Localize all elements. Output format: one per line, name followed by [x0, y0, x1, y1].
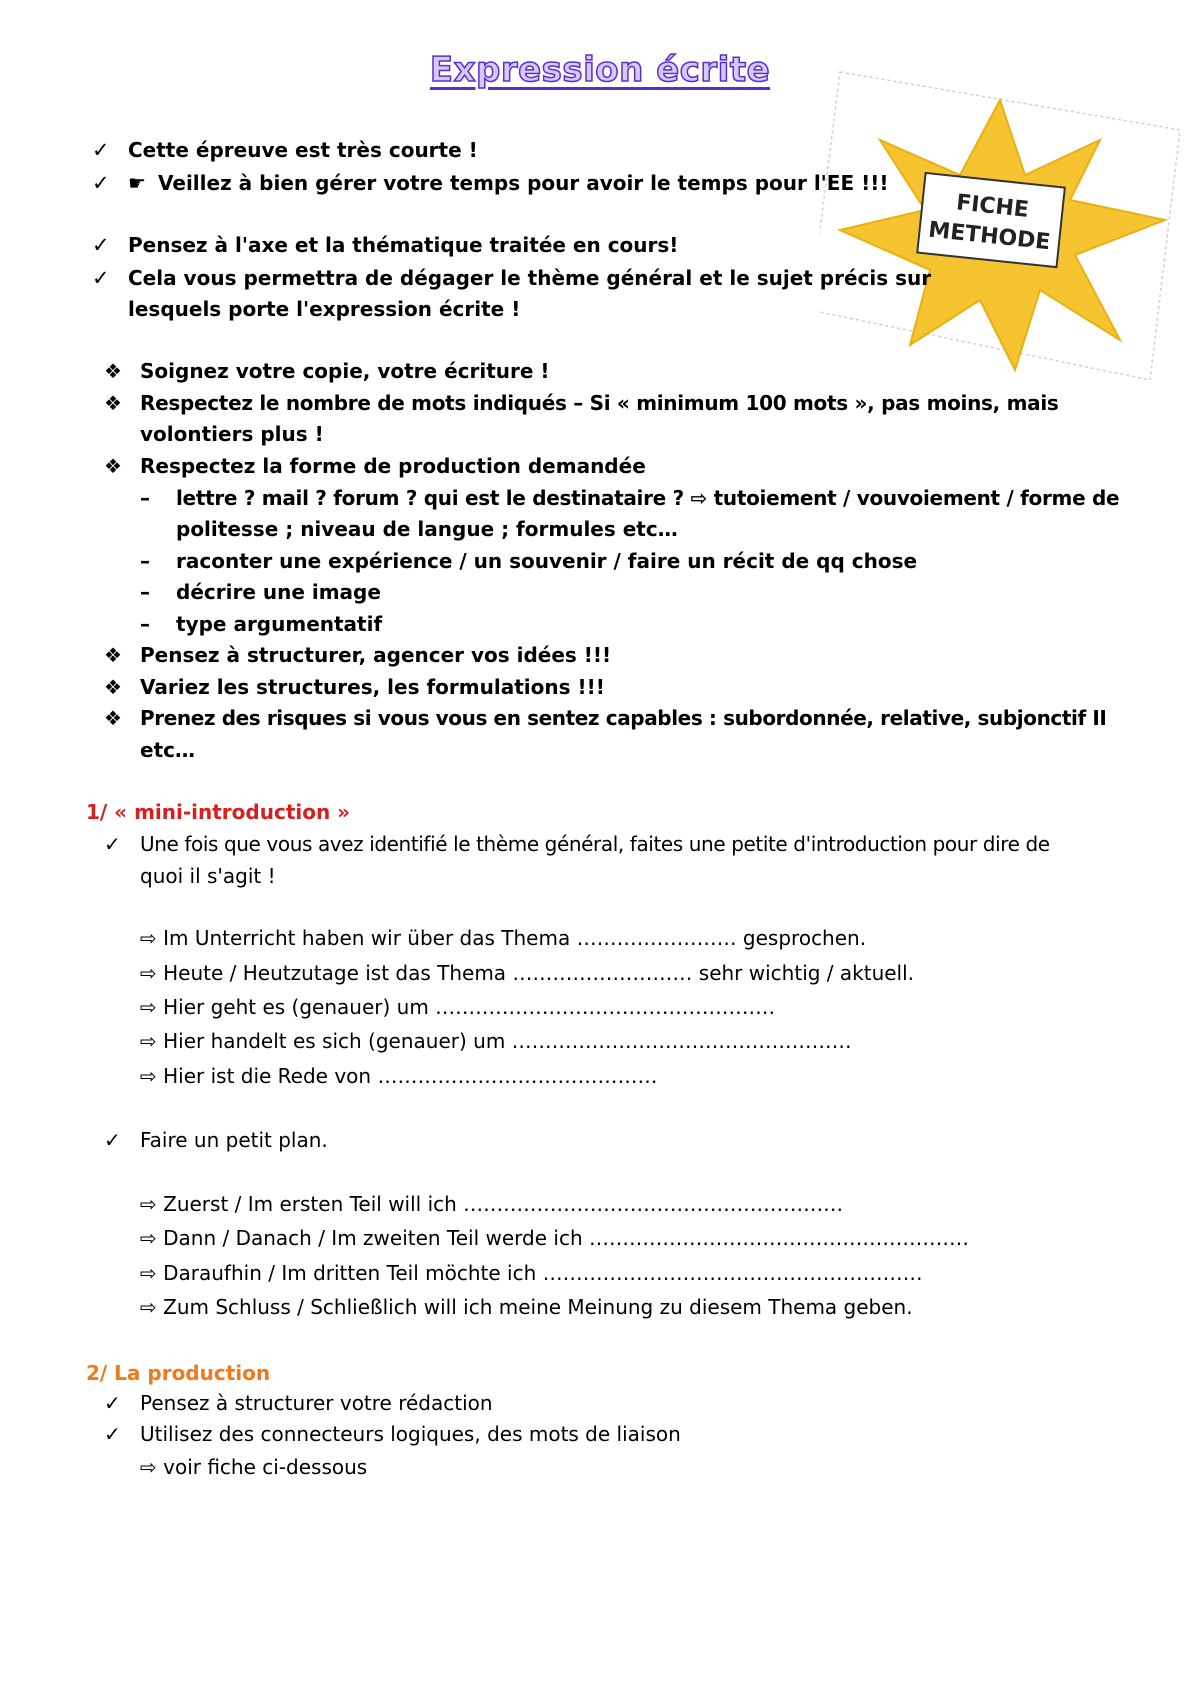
- phrase-line: ⇨ Hier handelt es sich (genauer) um ……………………………………………: [140, 1029, 852, 1053]
- page-title: Expression écrite: [429, 50, 771, 90]
- fiche-methode-badge: [820, 70, 1180, 380]
- section-heading-mini-introduction: 1/ « mini-introduction »: [86, 800, 351, 824]
- check-icon: ✓: [104, 1128, 121, 1152]
- diamond-bullet-icon: ❖: [104, 359, 122, 383]
- section1-item-continued: quoi il s'agit !: [140, 864, 276, 888]
- phrase-line: ⇨ Hier geht es (genauer) um ……………………………………………: [140, 995, 776, 1019]
- check-icon: ✓: [104, 832, 121, 856]
- badge-line-1: FICHE: [954, 190, 1030, 223]
- diamond-bullet-icon: ❖: [104, 391, 122, 415]
- tip-item-continued: etc…: [140, 738, 195, 762]
- dash-bullet-icon: –: [140, 612, 150, 636]
- sub-item-continued: politesse ; niveau de langue ; formules etc…: [176, 517, 678, 541]
- badge-line-2: METHODE: [927, 217, 1052, 256]
- phrase-line: ⇨ Zuerst / Im ersten Teil will ich …………………………………………………: [140, 1192, 844, 1216]
- pointing-hand-icon: ☛: [128, 171, 146, 195]
- intro-item-continued: lesquels porte l'expression écrite !: [128, 297, 521, 321]
- check-icon: ✓: [104, 1391, 121, 1415]
- phrase-line: ⇨ Heute / Heutzutage ist das Thema ……………………… sehr wichtig / aktuell.: [140, 961, 915, 985]
- check-icon: ✓: [92, 233, 110, 257]
- phrase-line: ⇨ Dann / Danach / Im zweiten Teil werde ich …………………………………………………: [140, 1226, 969, 1250]
- tip-item-continued: volontiers plus !: [140, 422, 324, 446]
- check-icon: ✓: [92, 138, 110, 162]
- phrase-line: ⇨ Im Unterricht haben wir über das Thema …………………… gesprochen.: [140, 926, 867, 950]
- section2-item-continued: ⇨ voir fiche ci-dessous: [140, 1455, 368, 1479]
- diamond-bullet-icon: ❖: [104, 675, 122, 699]
- phrase-line: ⇨ Hier ist die Rede von ……………………………………: [140, 1064, 658, 1088]
- diamond-bullet-icon: ❖: [104, 454, 122, 478]
- check-icon: ✓: [92, 171, 110, 195]
- check-icon: ✓: [104, 1422, 121, 1446]
- check-icon: ✓: [92, 266, 110, 290]
- phrase-line: ⇨ Zum Schluss / Schließlich will ich meine Meinung zu diesem Thema geben.: [140, 1295, 913, 1319]
- section-heading-production: 2/ La production: [86, 1361, 271, 1385]
- dash-bullet-icon: –: [140, 580, 150, 604]
- diamond-bullet-icon: ❖: [104, 643, 122, 667]
- diamond-bullet-icon: ❖: [104, 706, 122, 730]
- phrase-line: ⇨ Daraufhin / Im dritten Teil möchte ich …………………………………………………: [140, 1261, 923, 1285]
- dash-bullet-icon: –: [140, 486, 150, 510]
- dash-bullet-icon: –: [140, 549, 150, 573]
